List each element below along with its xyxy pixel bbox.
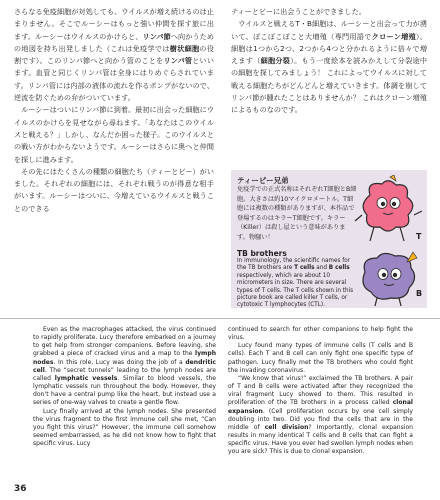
b-cell-label: B <box>416 289 423 298</box>
english-text-left: Even as the macrophages attacked, the virus continued to rapidly proliferate. Lucy therefore embarked on a journey to get help from stronger companions. Before leaving, she grabbed a piece of cracked virus and a map to the lymph nodes. In this role, Lucy was doing the job of a dendritic cell. The “secret tunnels” leading to the lymph nodes are called lymphatic vessels. Similar to blood vessels, the lymphatic vessels run throughout the body. However, they don’t have a central pump like the heart, but instead use a series of one-way valves to create a gentle flow. Lucy finally arrived at the lymph nodes. She presented the virus fragment to the first immune cell she met, “Can you fight this virus?” However, the immune cell somehow seemed embarrassed, as he did not know how to fight that specific virus. Lucy <box>33 326 216 448</box>
section-divider <box>0 318 440 319</box>
b-cell-character-icon <box>355 246 425 308</box>
page-number: 36 <box>14 484 27 494</box>
sidebar-jp-body: 免疫学での正式名称はそれぞれT細胞とB細胞。大きさは約10マイクロメートル。T細胞には複数の種類がありますが、本作品で登場するのはキラーT細胞です。キラー（Killer）は殺し屋という意味があります。物騒い！ <box>237 186 357 241</box>
japanese-text-left: さらなる免疫細胞が対処しても、ウイルスが増え続けるのは止まりません。そこでルーシーはもっと強い仲間を探す旅に出ます。ルーシーはウイルスのかけらと、リンパ節へ向かうための地図を持ち出発しました（これは免疫学では樹状細胞の役割です）。このリンパ節へと向かう管のことをリンパ管といいます。血管と同じくリンパ管は全身にはりめぐらされています。リンパ管には内部の液体の流れを作るポンプがないので、逆流を防ぐための弁がついています。 ルーシーはついにリンパ節に到着。最初に出会った細胞にウイルスのかけらを見せながら尋ねます。「あなたはこのウイルスと戦える？」しかし、なんだか困った様子。このウイルスとの戦い方がわからないようです。ルーシーはさらに奥へと仲間を探しに進みます。 その先にはたくさんの種類の細胞たち（ティーとビー）がいました。それぞれの細胞には、それぞれ戦うのが得意な相手がいます。ルーシーはついに、今増えているウイルスと戦うことのできる <box>14 7 215 213</box>
english-text-right: continued to search for other companions to help fight the virus. Lucy found many types of immune cells (T cells and B cells). Each T and B cell can only fight one specific type of pathogen. Lucy finally met the TB brothers who could fight the invading coronavirus. “We know that virus!” exclaimed the TB brothers. A pair of T and B cells were activated after they recognized the viral fragment Lucy showed to them. This resulted in proliferation of the TB brothers in a process called clonal expansion. (Cell proliferation occurs by one cell simply doubling into two. Did you find the cells that are in the middle of cell division? Importantly, clonal expansion results in many identical T cells and B cells that can fight a specific virus. Have you ever had swollen lymph nodes when you are sick? This is due to clonal expansion. <box>228 326 413 456</box>
t-cell-label: T <box>416 232 422 241</box>
sidebar-en-body: In immunology, the scientific names for the TB brothers are T cells and B cells respectively, which are about 10 micrometers in size. There are several types of T cells. The T cells shown in this picture book are called killer T cells, or cytotoxic T lymphocytes (CTL). <box>237 258 354 309</box>
sidebar-jp-title: ティービー兄弟 <box>237 176 289 185</box>
japanese-text-right: ティーとビーに出会うことができました。 ウイルスと戦えるT・B細胞は、ルーシーと出会って力が湧いて、ぽこぽこぽこと大増殖（専門用語でクローン増殖）。細胞は1つから2つ、2つから4つと分かれるように倍々で増えます（細胞分裂）。もう一度絵本を読みかえして分裂途中の細胞を探してみましょう！ これによってウイルスに対して戦える細胞たちがどんどんと増えていきます。体調を崩してリンパ節が腫れたことはありませんか？ これはクローン増殖によるものなのです。 <box>231 7 428 115</box>
sidebar-en-title: TB brothers <box>237 249 287 258</box>
t-cell-character-icon <box>352 175 424 249</box>
